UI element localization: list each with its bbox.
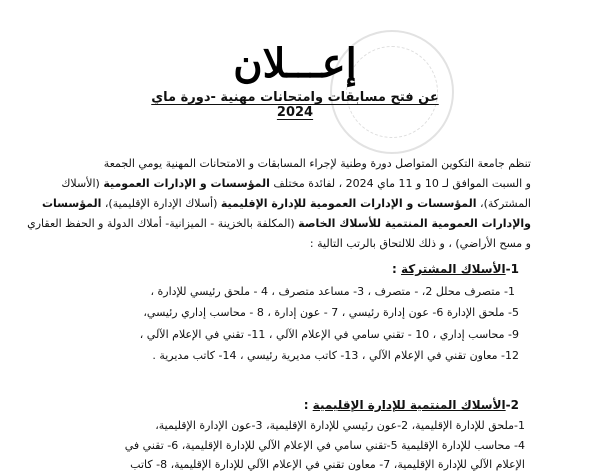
intro-line-4 [27, 217, 531, 231]
section-1-line: 9- محاسب إداري ، 10 - تقني سامي في الإعلام الآلي ، 11- تقني في الإعلام الآلي ، [139, 328, 519, 341]
intro-text: (الأسلاك [61, 177, 104, 190]
intro-text: (المكلفة بالخزينة - الميزانية- أملاك الدولة و الحفظ العقاري [27, 217, 299, 230]
section-2-line: 1-ملحق للإدارة الإقليمية، 2-عون رئيسي للإدارة الإقليمية، 3-عون الإدارة الإقليمية، [155, 419, 525, 432]
section-suffix: : [392, 262, 402, 276]
intro-bold-text: والإدارات العمومية المنتمية للأسلاك الخاصة [298, 217, 531, 230]
intro-line-2 [53, 177, 531, 191]
intro-line-5 [53, 237, 531, 251]
page-title: إعـــلان [233, 40, 357, 87]
intro-text: و السبت الموافق لـ 10 و 11 ماي 2024 ، لفائدة مختلف [269, 177, 531, 190]
intro-bold-text: المؤسسات و الإدارات العمومية [103, 177, 270, 190]
section-2-line: 4- محاسب للإدارة الإقليمية 5-تقني سامي في الإعلام الآلي للإدارة الإقليمية، 6- تقني في [124, 439, 525, 452]
section-title: الأسلاك المنتمية للإدارة الإقليمية [312, 398, 506, 412]
section-1-heading [392, 262, 519, 276]
intro-bold-text: المؤسسات و الإدارات العمومية للإدارة الإقليمية [220, 197, 477, 210]
intro-line-1 [53, 157, 531, 171]
intro-text: تنظم جامعة التكوين المتواصل دورة وطنية لإجراء المسابقات و الامتحانات المهنية يومي الجمعة [103, 157, 531, 170]
section-1-line: 12- معاون تقني في الإعلام الآلي ، 13- كاتب مديرية رئيسي ، 14- كاتب مديرية . [152, 349, 519, 362]
intro-text: (أسلاك الإدارة الإقليمية)، [101, 197, 221, 210]
section-1-line: 1- متصرف محلل 2، - متصرف ، 3- مساعد متصرف ، 4 - ملحق رئيسي للإدارة ، [150, 285, 515, 298]
section-title: الأسلاك المشتركة [401, 262, 506, 276]
section-suffix: : [303, 398, 313, 412]
intro-bold-text: المؤسسات [42, 197, 102, 210]
section-number: 1- [505, 262, 519, 276]
section-1-line: 5- ملحق الإدارة 6- عون إدارة رئيسي ، 7 - عون إدارة ، 8 - محاسب إداري رئيسي، [143, 306, 519, 319]
intro-text: و مسح الأراضي) ، و ذلك للالتحاق بالرتب التالية : [309, 237, 531, 250]
page-subtitle: عن فتح مسابقات وامتحانات مهنية -دورة ماي 2024 [151, 90, 439, 120]
section-2-heading [304, 398, 519, 412]
section-number: 2- [505, 398, 519, 412]
intro-line-3 [42, 197, 531, 211]
intro-text: المشتركة)، [476, 197, 531, 210]
section-2-line: الإعلام الآلي للإدارة الإقليمية، 7- معاون تقني في الإعلام الآلي للإدارة الإقليمية، 8- كاتب [130, 458, 525, 471]
